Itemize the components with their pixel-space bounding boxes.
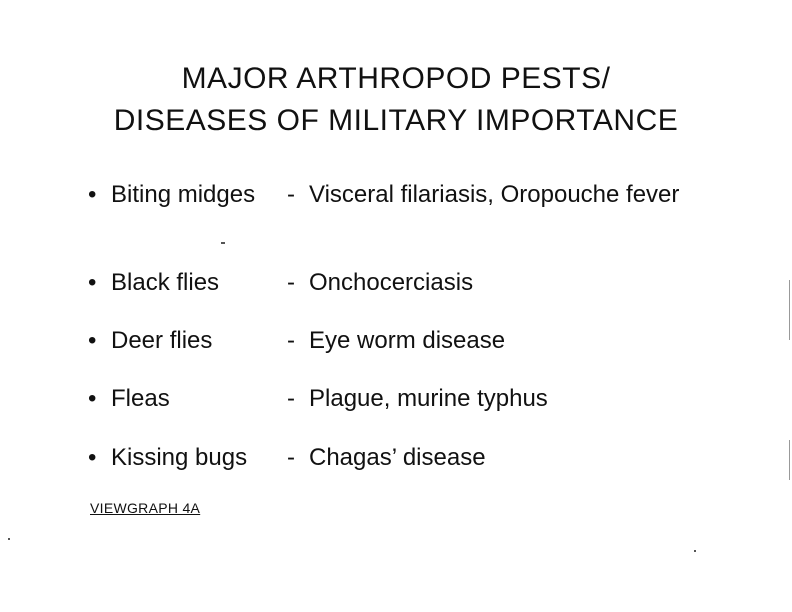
list-item <box>0 443 792 503</box>
bullet-icon: • <box>88 444 97 471</box>
page-title-line-1: MAJOR ARTHROPOD PESTS/ <box>181 62 611 95</box>
viewgraph-label: VIEWGRAPH 4A <box>90 500 201 516</box>
list-item <box>0 384 792 444</box>
disease-name: Chagas’ disease <box>309 444 486 471</box>
separator-dash: - <box>287 269 295 296</box>
bullet-icon: • <box>88 327 97 354</box>
scan-edge-line <box>789 280 790 340</box>
bullet-icon: • <box>88 269 97 296</box>
disease-name: Plague, murine typhus <box>309 385 548 412</box>
scan-speck <box>8 538 10 540</box>
list-item <box>0 180 792 240</box>
pest-name: Fleas <box>111 385 170 412</box>
bullet-icon: • <box>88 181 97 208</box>
bullet-icon: • <box>88 385 97 412</box>
scan-edge-line <box>789 440 790 480</box>
list-item <box>0 268 792 328</box>
disease-name: Eye worm disease <box>309 327 506 354</box>
separator-dash: - <box>287 181 295 208</box>
disease-name: Visceral filariasis, Oropouche fever <box>309 181 680 208</box>
pest-name: Kissing bugs <box>111 444 248 471</box>
separator-dash: - <box>287 385 295 412</box>
separator-dash: - <box>287 444 295 471</box>
scan-speck <box>694 550 696 552</box>
disease-name: Onchocerciasis <box>309 269 474 296</box>
pest-name: Biting midges <box>111 181 256 208</box>
scan-speck <box>221 242 225 244</box>
pest-name: Deer flies <box>111 327 213 354</box>
list-item <box>0 326 792 386</box>
page-title-line-2: DISEASES OF MILITARY IMPORTANCE <box>113 104 679 137</box>
separator-dash: - <box>287 327 295 354</box>
pest-name: Black flies <box>111 269 220 296</box>
